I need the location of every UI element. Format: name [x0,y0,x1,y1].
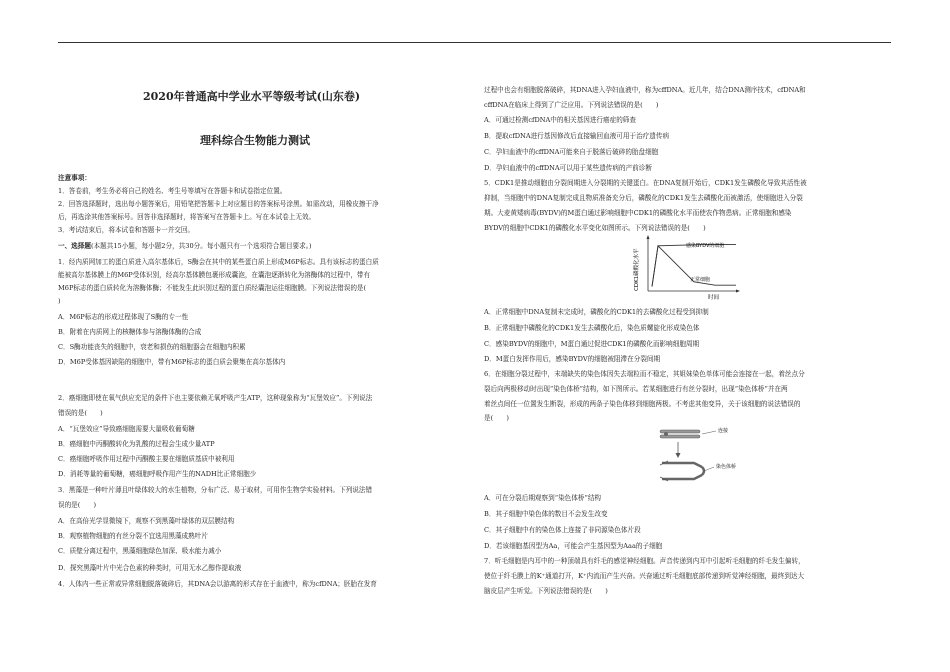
option-line: D．探究黑藻叶片中光合色素的种类时，可用无水乙醇作提取液 [58,564,242,572]
option-line: B．提取cfDNA进行基因修改后直接输回血液可用于治疗遗传病 [484,132,670,140]
question-line: 能被高尔基体膜上的M6P受体识别，经高尔基体膜包裹形成囊泡，在囊泡逐渐转化为溶酶体的过程中，带有 [58,271,371,279]
option-line: B．观察植物细胞的有丝分裂不宜选用黑藻成熟叶片 [58,532,208,540]
cdk1-chart [630,235,742,301]
label-connect: 连接 [718,428,729,434]
bridge-structure [660,461,704,481]
exam-title: 2020年普通高中学业水平等级考试(山东卷) [143,90,361,103]
option-line: D．M6P受体基因缺陷的细胞中，带有M6P标志的蛋白质会聚集在高尔基体内 [58,358,286,366]
option-line: B．附着在内质网上的核糖体参与溶酶体酶的合成 [58,328,202,336]
question-line: 错误的是( ) [58,409,103,417]
option-line: A．可通过检测cfDNA中的相关基因进行癌症的筛查 [484,116,636,124]
arrow-down-icon [676,442,681,458]
option-line: A．M6P标志的形成过程体现了S酶的专一性 [58,313,189,321]
question-line: 是( ) [484,414,509,422]
option-line: C．癌细胞呼吸作用过程中丙酮酸主要在细胞质基质中被利用 [58,455,235,463]
option-line: C．孕妇血液中的cffDNA可能来自于脱落后破碎的胎盘细胞 [484,148,659,156]
option-line: A．可在分裂后期观察到“染色体桥”结构 [484,494,602,502]
legend-normal: 正常细胞 [690,277,711,283]
note-line: 2．回答选择题时，选出每小题答案后，用铅笔把答题卡上对应题目的答案标号涂黑。如需改动，用橡皮擦干净 [58,200,379,208]
question-line: 7．听毛细胞是内耳中的一种顶端具有纤毛的感觉神经细胞。声音传递到内耳中引起听毛细胞的纤毛发生偏转， [484,557,805,565]
label-bridge: 染色体桥 [716,464,737,470]
sister-chromatids [660,430,700,438]
question-line: 4．人体内一些正常或异常细胞脱落破碎后，其DNA会以游离的形式存在于血液中，称为cfDNA；胚胎在发育 [58,580,377,588]
chart-ylabel: CDK1磷酸化水平 [634,248,640,291]
question-line: ) [58,297,61,305]
option-line: B．其子细胞中染色体的数目不会发生改变 [484,510,608,518]
option-line: A．“瓦堡效应”导致癌细胞需要大量吸收葡萄糖 [58,425,195,433]
question-line: 1．经内质网加工的蛋白质进入高尔基体后，S酶会在其中的某些蛋白质上形成M6P标志。具有该标志的蛋白质 [58,258,379,266]
question-line: 裂后向两极移动时出现“染色体桥”结构，如下图所示。若某细胞进行有丝分裂时，出现“染色体桥”并在两 [484,385,788,393]
option-line: C．其子细胞中有的染色体上连接了非同源染色体片段 [484,526,641,534]
option-line: D．孕妇血液中的cffDNA可以用于某些遗传病的产前诊断 [484,164,652,172]
note-line: 1．答卷前，考生务必将自己的姓名、考生号等填写在答题卡和试卷指定位置。 [58,187,287,195]
question-line: cffDNA在临床上得到了广泛应用。下列说法错误的是( ) [484,101,659,109]
notes-heading: 注意事项： [58,174,91,182]
question-line: 2．癌细胞即使在氧气供应充足的条件下也主要依赖无氧呼吸产生ATP，这种现象称为“瓦堡效应”。下列说法 [58,394,373,402]
option-line: B．癌细胞中丙酮酸转化为乳酸的过程会生成少量ATP [58,440,215,448]
option-line: C．质壁分离过程中，黑藻细胞绿色加深、吸水能力减小 [58,547,222,555]
chart-xlabel: 时间 [708,295,720,301]
question-line: M6P标志的蛋白质转化为溶酶体酶；不能发生此识别过程的蛋白质经囊泡运往细胞膜。下列说法错误的是( [58,284,367,292]
note-line: 3．考试结束后，将本试卷和答题卡一并交回。 [58,226,195,234]
note-line: 后，再选涂其他答案标号。回答非选择题时，将答案写在答题卡上。写在本试卷上无效。 [58,213,316,221]
question-line: 3．黑藻是一种叶片薄且叶绿体较大的水生植物，分布广泛、易于取材，可用作生物学实验材料。下列说法错 [58,486,373,494]
top-rule [58,42,891,43]
question-line: 5．CDK1是推动细胞由分裂间期进入分裂期的关键蛋白。在DNA复制开始后，CDK1发生磷酸化导致其活性被 [484,179,807,187]
x-axis-arrow [736,290,740,293]
question-line: 使位于纤毛膜上的K⁺通道打开，K⁺内流而产生兴奋。兴奋通过听毛细胞底部传递到听觉神经细胞，最终到达大 [484,572,805,580]
exam-subtitle: 理科综合生物能力测试 [200,134,310,147]
option-line: A．在高倍光学显微镜下，观察不到黑藻叶绿体的双层膜结构 [58,517,235,525]
section-heading-note: (本题共15小题，每小题2分，共30分。每小题只有一个选项符合题目要求。) [90,242,312,250]
question-line: 误的是( ) [58,501,97,509]
option-line: C．感染BYDV的细胞中，M蛋白通过促进CDK1的磷酸化而影响细胞周期 [484,340,700,348]
connect-pointer [702,431,716,434]
question-line: 6．在细胞分裂过程中，末端缺失的染色体因失去端粒而不稳定，其姐妹染色单体可能会连接在一起，着丝点分 [484,370,805,378]
section-heading-title: 一、选择题 [58,242,91,250]
question-line: 过程中也会有细胞脱落破碎，其DNA进入孕妇血液中，称为cffDNA。近几年，结合DNA测序技术，cfDNA和 [484,86,806,94]
bridge-pointer [704,467,714,471]
question-line: 着丝点间任一位置发生断裂，形成的两条子染色体移到细胞两极。不考虑其他变异，关于该细胞的说法错误的 [484,400,801,408]
question-line: BYDV的细胞中CDK1的磷酸化水平变化如图所示。下列说法错误的是( ) [484,224,706,232]
option-line: C．S酶功能丧失的细胞中，衰老和损伤的细胞器会在细胞内积累 [58,343,246,351]
question-line: 抑制，当细胞中的DNA复制完成且物质准备充分后，磷酸化的CDK1发生去磷酸化而被激活，使细胞进入分裂 [484,194,803,202]
option-line: B．正常细胞中磷酸化的CDK1发生去磷酸化后，染色质螺旋化形成染色体 [484,324,700,332]
question-line: 期。大麦黄矮病毒(BYDV)的M蛋白通过影响细胞中CDK1的磷酸化水平而使农作物患病。正常细胞和感染 [484,209,792,217]
centromere-icon [664,432,668,436]
legend-infected: 感染BYDV的细胞 [686,243,725,249]
option-line: A．正常细胞中DNA复制未完成时，磷酸化的CDK1的去磷酸化过程受到抑制 [484,308,709,316]
option-line: D．消耗等量的葡萄糖，癌细胞呼吸作用产生的NADH比正常细胞少 [58,470,257,478]
question-line: 脑皮层产生听觉。下列说法错误的是( ) [484,587,608,595]
section-heading [58,240,312,253]
option-line: D．M蛋白发挥作用后，感染BYDV的细胞被阻滞在分裂间期 [484,355,661,363]
chromosome-bridge-diagram [658,425,748,491]
option-line: D．若该细胞基因型为Aa，可能会产生基因型为Aaa的子细胞 [484,542,663,550]
y-axis-arrow [647,235,650,239]
